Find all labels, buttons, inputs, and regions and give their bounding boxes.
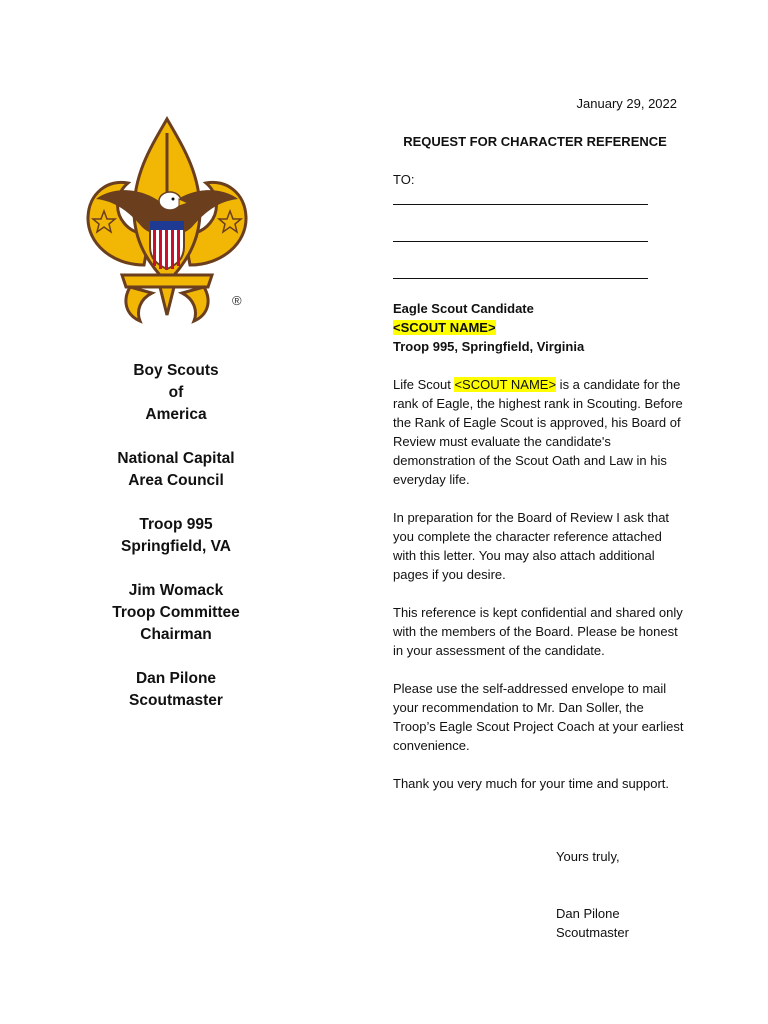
sidebar-contacts: [80, 360, 272, 734]
paragraph-intro: [393, 375, 687, 489]
paragraph-thanks: Thank you very much for your time and support.: [393, 776, 670, 791]
council-line: National Capital: [117, 450, 235, 467]
closing: Yours truly,: [556, 849, 620, 864]
recipient-blank-line: [393, 241, 648, 242]
paragraph-preparation: In preparation for the Board of Review I ask that you complete the character reference attached with this letter. You may also attach additional pages if you desire.: [393, 510, 670, 582]
scout-name-placeholder: <SCOUT NAME>: [393, 320, 496, 335]
chairman-line: Jim Womack: [128, 582, 224, 599]
troop-line: Troop 995: [139, 516, 213, 533]
intro-text-rest: is a candidate for the rank of Eagle, the highest rank in Scouting. Before the Rank of Eagle Scout is approved, his Board of Review must evaluate the candidate's demonstration of the Scout Oath and Law in his everyday life.: [393, 377, 683, 487]
to-label: TO:: [393, 172, 415, 187]
council-line: Area Council: [128, 472, 224, 489]
letter-date: January 29, 2022: [576, 96, 677, 111]
scout-name-placeholder-inline: <SCOUT NAME>: [454, 377, 557, 392]
org-name: [80, 360, 272, 426]
paragraph-envelope: Please use the self-addressed envelope to mail your recommendation to Mr. Dan Soller, the Troop’s Eagle Scout Project Coach at your earliest convenience.: [393, 681, 684, 753]
scoutmaster-line: Dan Pilone: [135, 670, 217, 687]
signature-block: [556, 904, 629, 942]
candidate-title: Eagle Scout Candidate: [393, 301, 534, 316]
candidate-troop: Troop 995, Springfield, Virginia: [393, 339, 585, 354]
recipient-blank-line: [393, 278, 648, 279]
paragraph-confidential: This reference is kept confidential and shared only with the members of the Board. Please be honest in your assessment of the candidate.: [393, 605, 683, 658]
letter-subject: REQUEST FOR CHARACTER REFERENCE: [403, 134, 667, 149]
org-line: America: [145, 406, 207, 423]
signature-title: Scoutmaster: [556, 925, 629, 940]
candidate-block: [393, 299, 584, 356]
org-line: Boy Scouts: [133, 362, 219, 379]
troop-info: [80, 514, 272, 558]
registered-mark: ®: [232, 293, 242, 308]
recipient-blank-line: [393, 204, 648, 205]
chairman-line: Chairman: [140, 626, 212, 643]
signature-name: Dan Pilone: [556, 906, 620, 921]
scoutmaster-line: Scoutmaster: [129, 692, 223, 709]
scoutmaster-info: [80, 668, 272, 712]
committee-chairman: [80, 580, 272, 646]
troop-line: Springfield, VA: [121, 538, 231, 555]
org-line: of: [168, 384, 184, 401]
council-name: [80, 448, 272, 492]
bsa-fleur-de-lis-logo: [82, 115, 252, 327]
letter-paragraphs: [393, 375, 687, 812]
intro-text: Life Scout: [393, 377, 455, 392]
chairman-line: Troop Committee: [112, 604, 240, 621]
